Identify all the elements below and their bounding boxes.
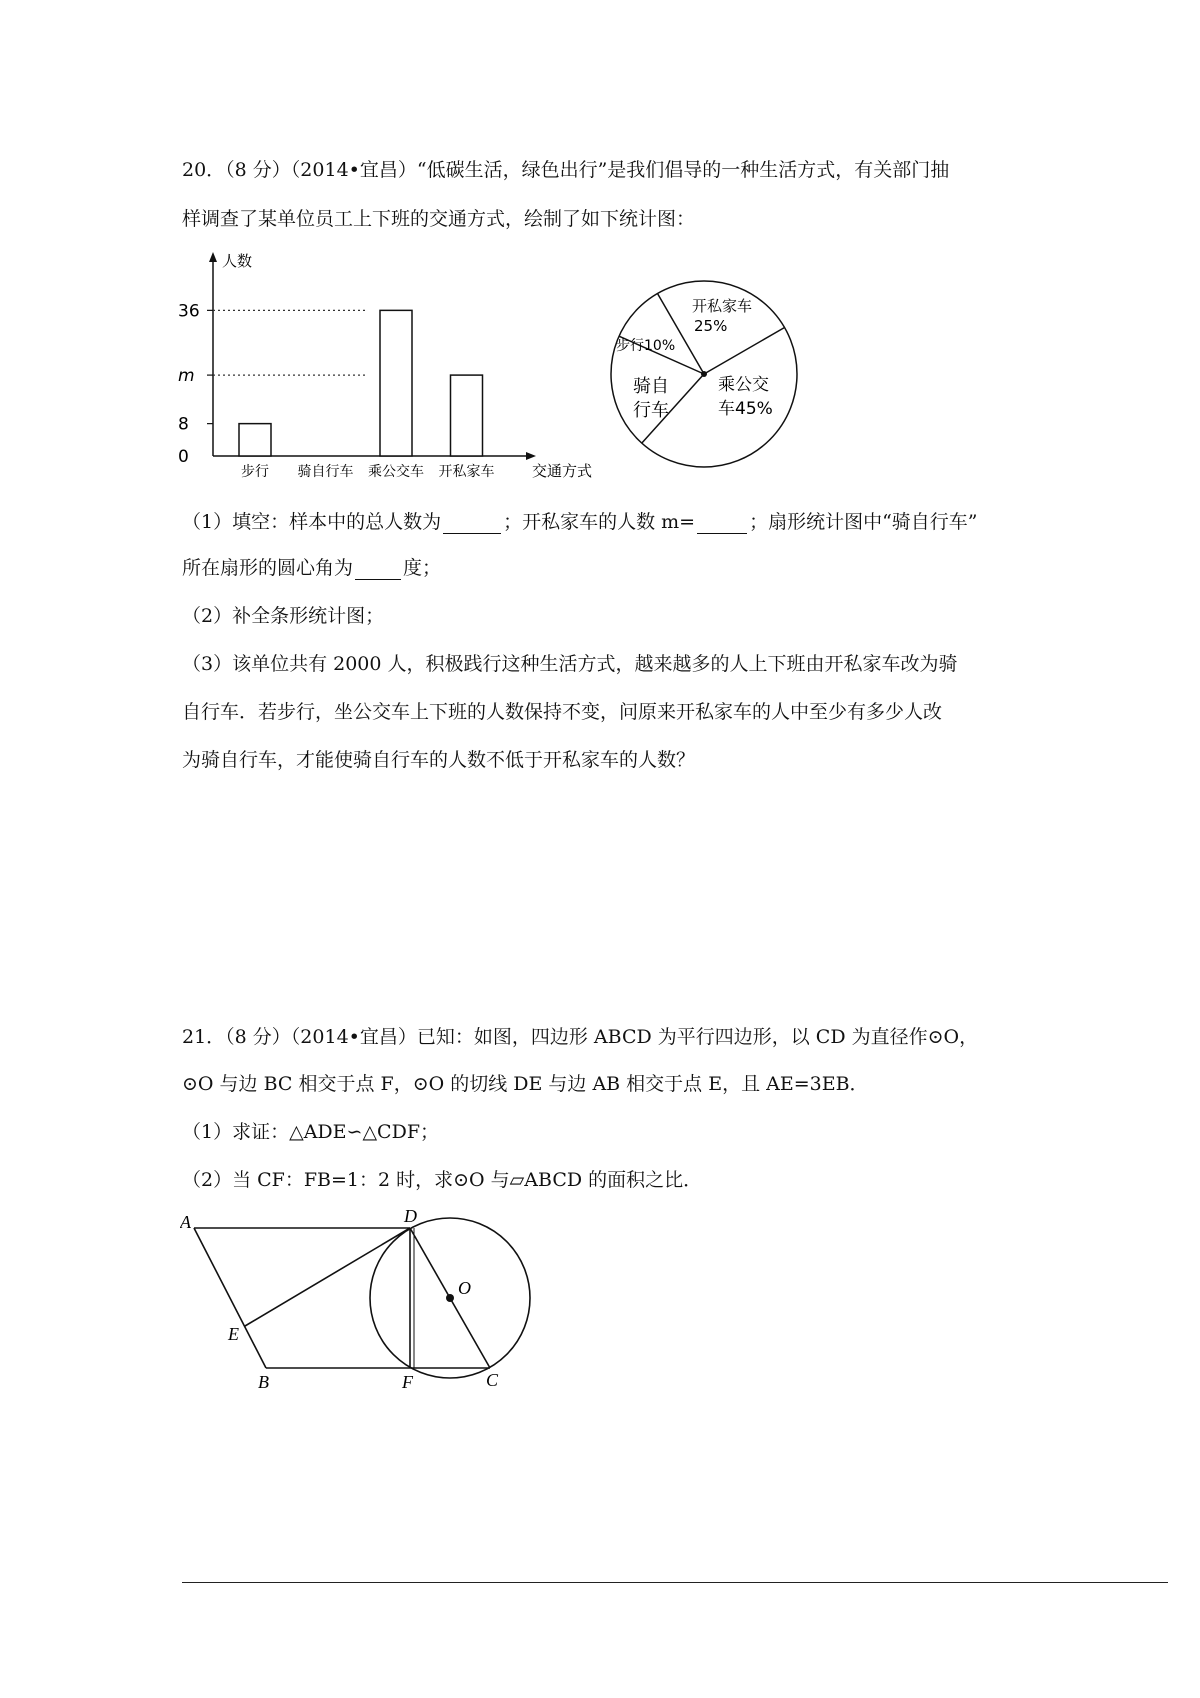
x-category-label: 骑自行车	[297, 464, 354, 480]
bar-3	[451, 375, 483, 456]
x-category-label: 步行	[241, 464, 269, 480]
q21-line-1: 21．（8 分）（2014•宜昌）已知：如图，四边形 ABCD 为平行四边形，以 CD 为直径作⊙O，	[182, 1026, 979, 1048]
label-B: B	[258, 1372, 269, 1390]
y-tick-label: m	[178, 366, 195, 387]
pie-center-dot	[701, 371, 707, 377]
pie-label-bike-2: 行车	[633, 400, 669, 421]
label-E: E	[228, 1324, 239, 1344]
q21-line-2: ⊙O 与边 BC 相交于点 F，⊙O 的切线 DE 与边 AB 相交于点 E，且 AE=3EB．	[182, 1073, 869, 1095]
pie-label-car-percent: 25%	[694, 317, 728, 335]
label-C: C	[486, 1370, 499, 1390]
geometry-figure	[180, 1210, 540, 1390]
y-axis-arrow	[209, 252, 217, 262]
q20-part2: （2）补全条形统计图；	[182, 605, 385, 627]
q20-line-2: 样调查了某单位员工上下班的交通方式，绘制了如下统计图：	[182, 208, 696, 230]
x-category-label: 乘公交车	[368, 464, 424, 480]
answer-blank-total[interactable]	[443, 513, 501, 534]
q21-part2: （2）当 CF：FB=1：2 时，求⊙O 与▱ABCD 的面积之比．	[182, 1169, 703, 1191]
x-category-label: 开私家车	[438, 464, 495, 480]
pie-label-walk-percent: 10%	[644, 338, 676, 354]
x-axis-label: 交通方式	[532, 462, 593, 480]
answer-blank-angle[interactable]	[355, 559, 401, 580]
footer-rule	[182, 1582, 1168, 1583]
q20-line-1: 20．（8 分）（2014•宜昌）“低碳生活，绿色出行”是我们倡导的一种生活方式，有关部门抽	[182, 159, 950, 181]
q21-part1: （1）求证：△ADE∽△CDF；	[182, 1121, 440, 1143]
segment-DE	[245, 1228, 410, 1326]
pie-label-bus-percent: 45%	[735, 399, 773, 419]
q20-part1-line1: （1）填空：样本中的总人数为 ；开私家车的人数 m= ；扇形统计图中“骑自行车”	[182, 511, 978, 533]
pie-label-bus-1: 乘公交	[718, 375, 769, 395]
center-O-dot	[446, 1294, 454, 1302]
pie-label-walk: 步行10%	[616, 338, 676, 354]
q20-part3-line2: 自行车．若步行，坐公交车上下班的人数保持不变，问原来开私家车的人中至少有多少人改	[182, 701, 943, 723]
y-tick-label: 36	[178, 301, 200, 322]
x-axis-arrow	[526, 452, 536, 460]
q20-part3-line1: （3）该单位共有 2000 人，积极践行这种生活方式，越来越多的人上下班由开私家车改为骑	[182, 653, 958, 675]
q20-part1-line2: 所在扇形的圆心角为 度；	[182, 557, 442, 579]
label-D: D	[404, 1210, 417, 1226]
pie-label-bus-2: 车45%	[718, 399, 773, 419]
pie-label-bike-1: 骑自	[633, 376, 669, 397]
y-tick-label: 0	[178, 447, 189, 467]
label-F: F	[402, 1372, 413, 1390]
pie-chart	[596, 268, 816, 488]
label-A: A	[180, 1212, 191, 1232]
y-axis-label: 人数	[222, 252, 253, 270]
label-O: O	[458, 1278, 471, 1298]
bar-chart	[170, 248, 610, 488]
pie-label-car: 开私家车	[692, 297, 753, 315]
bar-0	[239, 424, 271, 456]
answer-blank-m[interactable]	[697, 513, 747, 534]
segment-AB	[194, 1228, 266, 1368]
bar-2	[380, 310, 412, 456]
q20-part3-line3: 为骑自行车，才能使骑自行车的人数不低于开私家车的人数？	[182, 749, 696, 771]
y-tick-label: 8	[178, 414, 189, 435]
